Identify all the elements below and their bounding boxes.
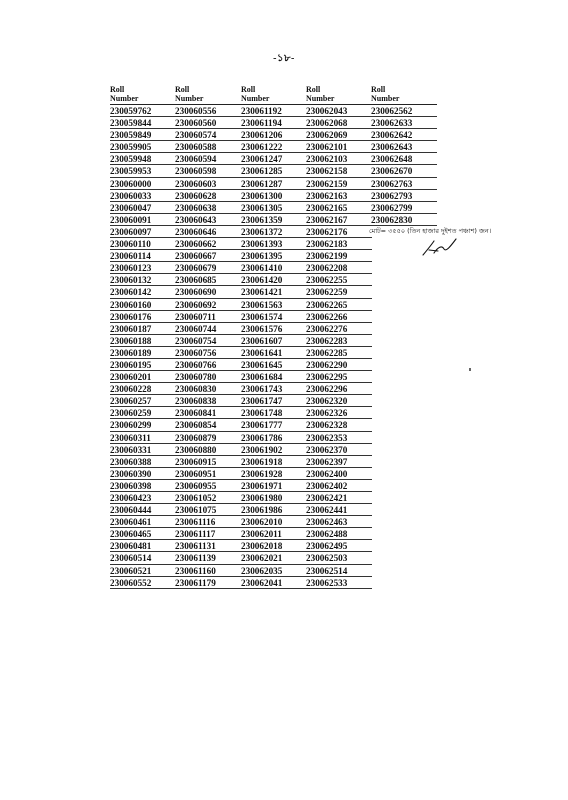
roll-number-cell: 230061131 xyxy=(175,540,241,552)
roll-number-cell: 230060915 xyxy=(175,456,241,468)
roll-number-cell: 230062370 xyxy=(306,444,372,456)
roll-number-cell: 230061420 xyxy=(241,274,307,286)
roll-number-cell: 230062793 xyxy=(371,190,437,202)
roll-number-cell: 230059849 xyxy=(110,129,176,141)
header-number-label: Number xyxy=(241,93,270,103)
roll-number-cell: 230062290 xyxy=(306,359,372,371)
roll-number-cell: 230060780 xyxy=(175,371,241,383)
roll-number-cell: 230060423 xyxy=(110,492,176,504)
roll-number-cell: 230061160 xyxy=(175,565,241,577)
roll-list xyxy=(175,104,241,589)
roll-number-cell: 230061359 xyxy=(241,214,307,226)
roll-number-cell: 230060685 xyxy=(175,274,241,286)
roll-number-cell: 230062328 xyxy=(306,419,372,431)
roll-number-cell: 230059953 xyxy=(110,165,176,177)
roll-number-cell: 230060744 xyxy=(175,323,241,335)
page-number: -১৮- xyxy=(273,53,295,64)
roll-number-cell: 230060257 xyxy=(110,395,176,407)
roll-number-cell: 230062648 xyxy=(371,153,437,165)
roll-number-cell: 230060299 xyxy=(110,419,176,431)
roll-number-cell: 230060879 xyxy=(175,432,241,444)
roll-number-cell: 230061393 xyxy=(241,238,307,250)
roll-number-cell: 230062495 xyxy=(306,540,372,552)
roll-list xyxy=(306,104,372,589)
roll-column xyxy=(241,86,307,589)
roll-number-cell: 230062296 xyxy=(306,383,372,395)
roll-number-cell: 230060951 xyxy=(175,468,241,480)
roll-number-cell: 230062259 xyxy=(306,286,372,298)
header-roll-label: Roll xyxy=(241,85,256,94)
roll-number-cell: 230060201 xyxy=(110,371,176,383)
roll-number-cell: 230060465 xyxy=(110,528,176,540)
roll-number-cell: 230060880 xyxy=(175,444,241,456)
roll-number-cell: 230060854 xyxy=(175,419,241,431)
roll-number-cell: 230060667 xyxy=(175,250,241,262)
roll-number-cell: 230060388 xyxy=(110,456,176,468)
roll-number-cell: 230060000 xyxy=(110,178,176,190)
roll-number-cell: 230061194 xyxy=(241,117,307,129)
roll-number-cell: 230060132 xyxy=(110,274,176,286)
roll-number-cell: 230060830 xyxy=(175,383,241,395)
roll-number-cell: 230060598 xyxy=(175,165,241,177)
roll-number-cell: 230059905 xyxy=(110,141,176,153)
roll-number-cell: 230061747 xyxy=(241,395,307,407)
total-note: মোট= ৩৫৫০ (তিন হাজার দুইশত পঞ্চাশ) জন। xyxy=(369,227,492,235)
roll-number-cell: 230062283 xyxy=(306,335,372,347)
roll-number-cell: 230062320 xyxy=(306,395,372,407)
roll-number-cell: 230061641 xyxy=(241,347,307,359)
header-number-label: Number xyxy=(306,93,335,103)
roll-number-cell: 230060638 xyxy=(175,202,241,214)
roll-number-cell: 230061607 xyxy=(241,335,307,347)
roll-number-cell: 230061287 xyxy=(241,178,307,190)
roll-number-cell: 230061902 xyxy=(241,444,307,456)
roll-list xyxy=(110,104,176,589)
roll-number-cell: 230060311 xyxy=(110,432,176,444)
roll-number-cell: 230061300 xyxy=(241,190,307,202)
roll-number-cell: 230061179 xyxy=(175,577,241,589)
roll-number-cell: 230060187 xyxy=(110,323,176,335)
scan-speck xyxy=(469,368,471,371)
roll-number-cell: 230060123 xyxy=(110,262,176,274)
roll-number-cell: 230060662 xyxy=(175,238,241,250)
roll-number-cell: 230062400 xyxy=(306,468,372,480)
roll-number-cell: 230061410 xyxy=(241,262,307,274)
roll-number-cell: 230062199 xyxy=(306,250,372,262)
roll-number-cell: 230061192 xyxy=(241,105,307,117)
roll-number-cell: 230060398 xyxy=(110,480,176,492)
roll-number-cell: 230062463 xyxy=(306,516,372,528)
roll-number-cell: 230060692 xyxy=(175,299,241,311)
column-header xyxy=(371,86,437,104)
roll-number-cell: 230060114 xyxy=(110,250,176,262)
roll-number-cell: 230061645 xyxy=(241,359,307,371)
roll-number-cell: 230061247 xyxy=(241,153,307,165)
roll-number-cell: 230060142 xyxy=(110,286,176,298)
roll-number-cell: 230062276 xyxy=(306,323,372,335)
roll-number-cell: 230061116 xyxy=(175,516,241,528)
roll-number-cell: 230059844 xyxy=(110,117,176,129)
roll-number-cell: 230062421 xyxy=(306,492,372,504)
roll-number-cell: 230060603 xyxy=(175,178,241,190)
roll-number-cell: 230062799 xyxy=(371,202,437,214)
roll-number-cell: 230062103 xyxy=(306,153,372,165)
roll-number-cell: 230062533 xyxy=(306,577,372,589)
roll-number-cell: 230062018 xyxy=(241,540,307,552)
roll-number-cell: 230062035 xyxy=(241,565,307,577)
header-roll-label: Roll xyxy=(110,85,125,94)
roll-number-cell: 230061743 xyxy=(241,383,307,395)
roll-number-cell: 230061285 xyxy=(241,165,307,177)
roll-number-cell: 230061918 xyxy=(241,456,307,468)
roll-number-cell: 230062158 xyxy=(306,165,372,177)
roll-number-cell: 230060711 xyxy=(175,311,241,323)
roll-number-cell: 230062503 xyxy=(306,552,372,564)
roll-number-cell: 230062041 xyxy=(241,577,307,589)
roll-number-cell: 230060097 xyxy=(110,226,176,238)
roll-number-cell: 230060188 xyxy=(110,335,176,347)
roll-number-cell: 230060481 xyxy=(110,540,176,552)
roll-number-cell: 230062402 xyxy=(306,480,372,492)
roll-number-cell: 230061372 xyxy=(241,226,307,238)
roll-number-cell: 230062514 xyxy=(306,565,372,577)
roll-number-cell: 230061986 xyxy=(241,504,307,516)
header-roll-label: Roll xyxy=(175,85,190,94)
roll-number-cell: 230062011 xyxy=(241,528,307,540)
roll-number-cell: 230062255 xyxy=(306,274,372,286)
roll-number-cell: 230062068 xyxy=(306,117,372,129)
roll-number-cell: 230061748 xyxy=(241,407,307,419)
roll-column xyxy=(110,86,176,589)
roll-number-cell: 230062488 xyxy=(306,528,372,540)
roll-number-cell: 230062069 xyxy=(306,129,372,141)
signature-mark xyxy=(420,235,460,261)
roll-number-cell: 230059948 xyxy=(110,153,176,165)
roll-number-cell: 230060552 xyxy=(110,577,176,589)
roll-number-cell: 230060176 xyxy=(110,311,176,323)
header-number-label: Number xyxy=(371,93,400,103)
roll-number-cell: 230062208 xyxy=(306,262,372,274)
roll-number-cell: 230060195 xyxy=(110,359,176,371)
roll-number-cell: 230060643 xyxy=(175,214,241,226)
roll-number-cell: 230059762 xyxy=(110,105,176,117)
roll-number-cell: 230060189 xyxy=(110,347,176,359)
roll-number-cell: 230062285 xyxy=(306,347,372,359)
roll-number-cell: 230060690 xyxy=(175,286,241,298)
roll-number-cell: 230061206 xyxy=(241,129,307,141)
roll-number-cell: 230060574 xyxy=(175,129,241,141)
roll-number-cell: 230062763 xyxy=(371,178,437,190)
roll-number-cell: 230061222 xyxy=(241,141,307,153)
column-header xyxy=(175,86,241,104)
roll-number-cell: 230062266 xyxy=(306,311,372,323)
roll-number-cell: 230061576 xyxy=(241,323,307,335)
roll-number-cell: 230061574 xyxy=(241,311,307,323)
roll-number-cell: 230060521 xyxy=(110,565,176,577)
roll-number-cell: 230062043 xyxy=(306,105,372,117)
roll-number-cell: 230060628 xyxy=(175,190,241,202)
roll-number-cell: 230061052 xyxy=(175,492,241,504)
roll-number-cell: 230060841 xyxy=(175,407,241,419)
roll-number-cell: 230062670 xyxy=(371,165,437,177)
roll-number-cell: 230061563 xyxy=(241,299,307,311)
roll-number-cell: 230062353 xyxy=(306,432,372,444)
roll-number-cell: 230061117 xyxy=(175,528,241,540)
roll-number-cell: 230060110 xyxy=(110,238,176,250)
roll-number-cell: 230062010 xyxy=(241,516,307,528)
roll-number-cell: 230061684 xyxy=(241,371,307,383)
roll-number-cell: 230062397 xyxy=(306,456,372,468)
roll-number-cell: 230060560 xyxy=(175,117,241,129)
roll-number-cell: 230060390 xyxy=(110,468,176,480)
roll-number-cell: 230060514 xyxy=(110,552,176,564)
roll-number-cell: 230061971 xyxy=(241,480,307,492)
header-roll-label: Roll xyxy=(371,85,386,94)
roll-number-cell: 230062643 xyxy=(371,141,437,153)
roll-number-cell: 230062021 xyxy=(241,552,307,564)
roll-number-cell: 230062163 xyxy=(306,190,372,202)
roll-number-cell: 230062326 xyxy=(306,407,372,419)
roll-number-cell: 230060259 xyxy=(110,407,176,419)
roll-number-cell: 230060091 xyxy=(110,214,176,226)
roll-list xyxy=(371,104,437,226)
column-header xyxy=(110,86,176,104)
roll-number-cell: 230060679 xyxy=(175,262,241,274)
roll-number-cell: 230061305 xyxy=(241,202,307,214)
roll-number-cell: 230061980 xyxy=(241,492,307,504)
roll-number-cell: 230060228 xyxy=(110,383,176,395)
column-header xyxy=(241,86,307,104)
roll-number-cell: 230062441 xyxy=(306,504,372,516)
header-number-label: Number xyxy=(110,93,139,103)
roll-number-cell: 230060766 xyxy=(175,359,241,371)
roll-number-cell: 230060955 xyxy=(175,480,241,492)
roll-number-cell: 230062265 xyxy=(306,299,372,311)
roll-number-cell: 230062183 xyxy=(306,238,372,250)
roll-number-cell: 230060754 xyxy=(175,335,241,347)
column-header xyxy=(306,86,372,104)
roll-number-cell: 230060033 xyxy=(110,190,176,202)
header-roll-label: Roll xyxy=(306,85,321,94)
roll-number-cell: 230062642 xyxy=(371,129,437,141)
roll-number-cell: 230062295 xyxy=(306,371,372,383)
roll-number-cell: 230060594 xyxy=(175,153,241,165)
header-number-label: Number xyxy=(175,93,204,103)
roll-number-cell: 230062101 xyxy=(306,141,372,153)
roll-number-cell: 230060461 xyxy=(110,516,176,528)
roll-number-cell: 230060756 xyxy=(175,347,241,359)
roll-number-cell: 230060047 xyxy=(110,202,176,214)
roll-number-cell: 230061421 xyxy=(241,286,307,298)
roll-number-cell: 230061139 xyxy=(175,552,241,564)
roll-number-cell: 230060646 xyxy=(175,226,241,238)
roll-number-cell: 230062159 xyxy=(306,178,372,190)
roll-number-cell: 230062562 xyxy=(371,105,437,117)
roll-number-cell: 230060556 xyxy=(175,105,241,117)
roll-number-cell: 230062165 xyxy=(306,202,372,214)
roll-list xyxy=(241,104,307,589)
roll-column xyxy=(175,86,241,589)
roll-number-cell: 230060588 xyxy=(175,141,241,153)
roll-number-cell: 230062167 xyxy=(306,214,372,226)
roll-number-cell: 230061395 xyxy=(241,250,307,262)
roll-number-cell: 230062633 xyxy=(371,117,437,129)
roll-number-cell: 230061928 xyxy=(241,468,307,480)
roll-number-cell: 230062176 xyxy=(306,226,372,238)
roll-number-cell: 230060160 xyxy=(110,299,176,311)
roll-number-cell: 230061786 xyxy=(241,432,307,444)
roll-column xyxy=(306,86,372,589)
roll-number-cell: 230061777 xyxy=(241,419,307,431)
roll-column xyxy=(371,86,437,226)
roll-number-cell: 230060838 xyxy=(175,395,241,407)
roll-number-cell: 230060444 xyxy=(110,504,176,516)
roll-number-cell: 230061075 xyxy=(175,504,241,516)
roll-number-cell: 230060331 xyxy=(110,444,176,456)
roll-number-cell: 230062830 xyxy=(371,214,437,226)
